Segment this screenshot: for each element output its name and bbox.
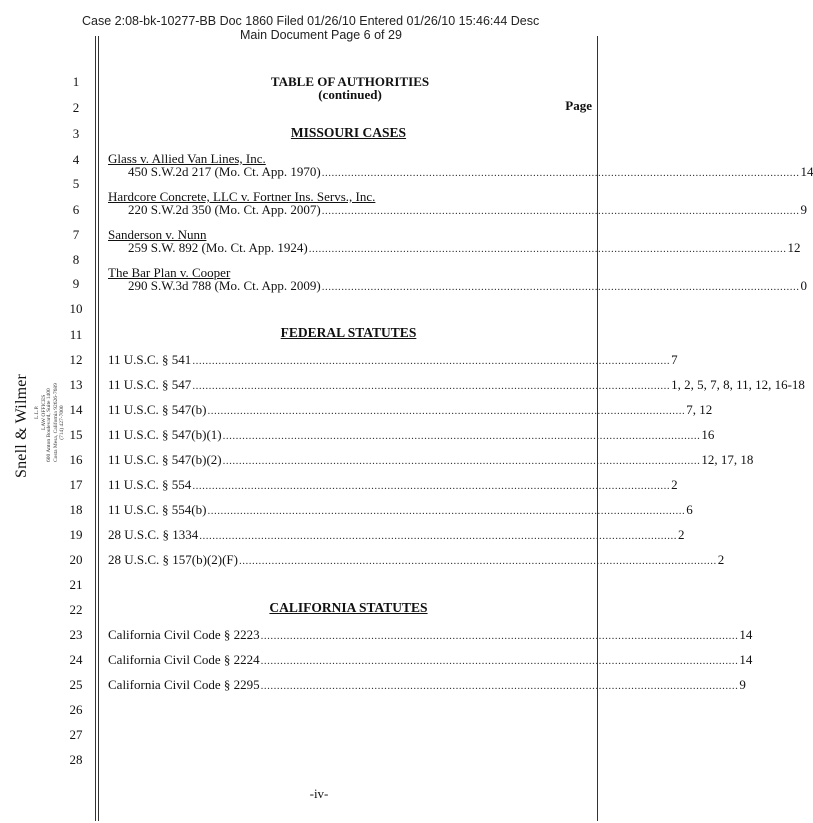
- page-column-header: Page: [565, 98, 592, 113]
- dot-leader: ...................................................................................................................................................: [192, 355, 671, 367]
- line-number: 16: [69, 452, 83, 467]
- statute-citation: 11 U.S.C. § 547(b)(1): [108, 427, 222, 442]
- case-citation: 450 S.W.2d 217 (Mo. Ct. App. 1970): [128, 164, 321, 179]
- page-reference: 14: [800, 164, 813, 179]
- dot-leader: ...................................................................................................................................................: [192, 380, 671, 392]
- line-number: 22: [69, 602, 83, 617]
- section-heading-federal: FEDERAL STATUTES: [280, 325, 417, 340]
- case-name: The Bar Plan v. Cooper: [108, 265, 231, 280]
- page-reference: 9: [800, 202, 807, 217]
- statute-entry: [108, 502, 693, 518]
- line-number: 27: [69, 727, 83, 742]
- law-firm-name: [13, 374, 31, 478]
- statute-entry: [108, 627, 753, 643]
- case-header-line1: Case 2:08-bk-10277-BB Doc 1860 Filed 01/26/10 Entered 01/26/10 15:46:44 Desc: [82, 14, 540, 28]
- statute-entry: [108, 677, 746, 693]
- dot-leader: ...................................................................................................................................................: [222, 455, 701, 467]
- statute-entry: [108, 452, 754, 468]
- line-number: 25: [69, 677, 83, 692]
- left-margin-rule-outer: [95, 36, 96, 821]
- page-reference: 0: [800, 278, 807, 293]
- firm-phone: (714) 427-7000: [59, 405, 65, 440]
- page-reference: 2: [717, 552, 725, 567]
- case-header-line2: Main Document Page 6 of 29: [240, 28, 402, 42]
- statute-citation: 28 U.S.C. § 157(b)(2)(F): [108, 552, 238, 567]
- case-citation-entry: [128, 278, 807, 294]
- case-citation-entry: [128, 202, 807, 218]
- dot-leader: ...................................................................................................................................................: [207, 405, 686, 417]
- statute-citation: California Civil Code § 2295: [108, 677, 260, 692]
- line-number: 24: [69, 652, 83, 667]
- case-name: Sanderson v. Nunn: [108, 227, 207, 242]
- case-name: Glass v. Allied Van Lines, Inc.: [108, 151, 266, 166]
- line-number: 18: [69, 502, 83, 517]
- firm-address-line1: 600 Anton Boulevard, Suite 1400: [46, 388, 52, 462]
- line-number: 3: [72, 126, 80, 141]
- line-number: 9: [72, 276, 80, 291]
- dot-leader: ...................................................................................................................................................: [260, 680, 739, 692]
- firm-address: [46, 383, 66, 462]
- statute-entry: [108, 652, 753, 668]
- statute-citation: California Civil Code § 2224: [108, 652, 260, 667]
- page-reference: 2: [671, 477, 678, 492]
- dot-leader: ...................................................................................................................................................: [321, 281, 800, 293]
- line-number: 11: [69, 327, 83, 342]
- dot-leader: ...................................................................................................................................................: [260, 630, 739, 642]
- firm-name: Snell & Wilmer: [13, 373, 30, 478]
- page-reference: 14: [739, 627, 753, 642]
- statute-entry: [108, 377, 805, 393]
- case-citation-entry: [128, 240, 801, 256]
- statute-entry: [108, 477, 678, 493]
- statute-entry: [108, 527, 685, 543]
- line-number: 5: [72, 176, 80, 191]
- page-reference: 1, 2, 5, 7, 8, 11, 12, 16-18: [671, 377, 805, 392]
- dot-leader: ...................................................................................................................................................: [199, 530, 678, 542]
- statute-citation: 11 U.S.C. § 554(b): [108, 502, 207, 517]
- line-number: 8: [72, 252, 80, 267]
- line-number: 19: [69, 527, 83, 542]
- line-number: 21: [69, 577, 83, 592]
- dot-leader: ...................................................................................................................................................: [239, 555, 717, 567]
- firm-llp: L.L.P.: [34, 405, 40, 419]
- statute-citation: 11 U.S.C. § 541: [108, 352, 192, 367]
- line-number: 7: [72, 227, 80, 242]
- statute-citation: 11 U.S.C. § 547(b)(2): [108, 452, 222, 467]
- firm-type: LAW OFFICES: [40, 394, 47, 430]
- page-reference: 14: [739, 652, 753, 667]
- case-citation-entry: [128, 164, 813, 180]
- line-number: 26: [69, 702, 83, 717]
- page-reference: 7: [671, 352, 678, 367]
- case-citation: 220 S.W.2d 350 (Mo. Ct. App. 2007): [128, 202, 321, 217]
- page-reference: 12: [787, 240, 801, 255]
- case-name: Hardcore Concrete, LLC v. Fortner Ins. Servs., Inc.: [108, 189, 376, 204]
- line-number: 23: [69, 627, 83, 642]
- statute-citation: California Civil Code § 2223: [108, 627, 260, 642]
- case-citation: 259 S.W. 892 (Mo. Ct. App. 1924): [128, 240, 308, 255]
- line-number: 14: [69, 402, 83, 417]
- statute-entry: [108, 552, 725, 568]
- statute-entry: [108, 402, 713, 418]
- dot-leader: ...................................................................................................................................................: [207, 505, 686, 517]
- line-number: 1: [72, 74, 80, 89]
- line-number: 17: [69, 477, 83, 492]
- page-reference: 12, 17, 18: [701, 452, 754, 467]
- dot-leader: ...................................................................................................................................................: [222, 430, 701, 442]
- statute-citation: 28 U.S.C. § 1334: [108, 527, 199, 542]
- dot-leader: ...................................................................................................................................................: [308, 243, 787, 255]
- statute-entry: [108, 352, 678, 368]
- document-title: TABLE OF AUTHORITIES: [270, 74, 430, 89]
- page-reference: 2: [678, 527, 685, 542]
- page-reference: 16: [701, 427, 715, 442]
- section-heading-california: CALIFORNIA STATUTES: [269, 600, 428, 615]
- left-margin-rule-inner: [98, 36, 99, 821]
- line-number: 4: [72, 152, 80, 167]
- line-number: 13: [69, 377, 83, 392]
- line-number: 15: [69, 427, 83, 442]
- line-number: 6: [72, 202, 80, 217]
- section-heading-missouri: MISSOURI CASES: [290, 125, 407, 140]
- firm-address-line2: Costa Mesa, California 92626-7689: [52, 383, 59, 462]
- document-subtitle: (continued): [318, 87, 382, 102]
- page-reference: 9: [739, 677, 746, 692]
- statute-entry: [108, 427, 715, 443]
- page-reference: 7, 12: [686, 402, 713, 417]
- case-citation: 290 S.W.3d 788 (Mo. Ct. App. 2009): [128, 278, 321, 293]
- line-number: 12: [69, 352, 83, 367]
- dot-leader: ...................................................................................................................................................: [321, 205, 800, 217]
- dot-leader: ...................................................................................................................................................: [321, 167, 800, 179]
- statute-citation: 11 U.S.C. § 554: [108, 477, 192, 492]
- line-number: 2: [72, 100, 80, 115]
- line-number: 28: [69, 752, 83, 767]
- line-number: 20: [69, 552, 83, 567]
- page-reference: 6: [686, 502, 693, 517]
- line-number: 10: [69, 301, 83, 316]
- page-number-footer: -iv-: [309, 786, 329, 801]
- dot-leader: ...................................................................................................................................................: [260, 655, 739, 667]
- statute-citation: 11 U.S.C. § 547(b): [108, 402, 207, 417]
- right-margin-rule: [597, 36, 598, 821]
- dot-leader: ...................................................................................................................................................: [192, 480, 671, 492]
- statute-citation: 11 U.S.C. § 547: [108, 377, 192, 392]
